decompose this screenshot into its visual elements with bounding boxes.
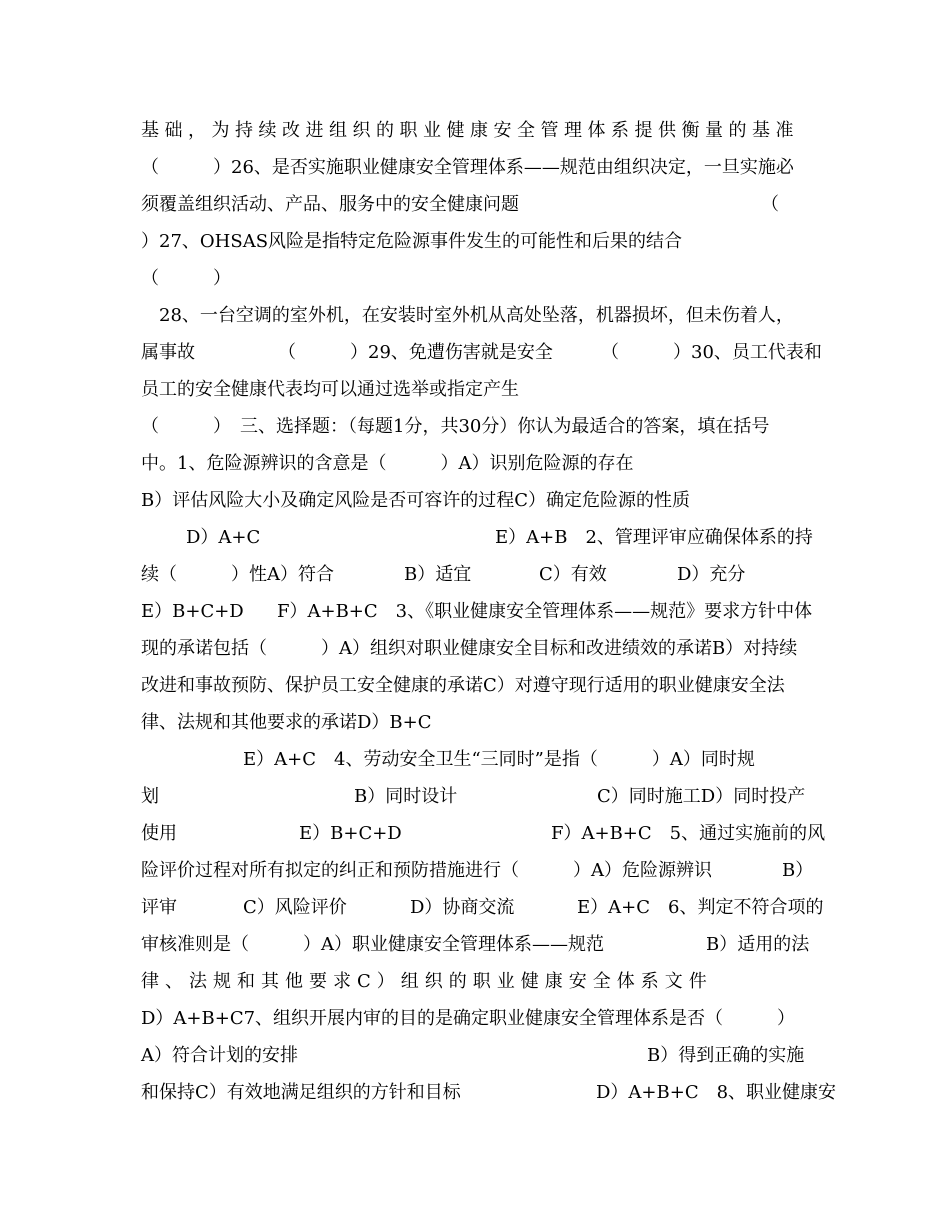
text-segment: B）适用的法	[706, 934, 810, 955]
text-segment: （ ） 三、选择题：（每题1分，共30分）你认为最适合的答案，填在括号	[141, 416, 770, 437]
text-segment: B）同时设计	[354, 786, 458, 807]
text-segment: A）符合计划的安排	[141, 1045, 298, 1066]
text-segment: B）评估风险大小及确定风险是否可容许的过程C）确定危险源的性质	[141, 490, 690, 511]
text-segment: C）有效	[539, 564, 607, 585]
text-segment: 属事故	[141, 342, 195, 363]
text-segment: 基础，为持续改进组织的职业健康安全管理体系提供衡量的基准	[141, 120, 799, 141]
text-segment: （ ）29、免遭伤害就是安全	[278, 342, 553, 363]
text-segment: 续（ ）性A）符合	[141, 564, 334, 585]
text-line	[0, 1080, 837, 1184]
text-segment: C）风险评价	[243, 897, 347, 918]
text-segment: D）协商交流	[410, 897, 515, 918]
text-segment: 须覆盖组织活动、产品、服务中的安全健康问题	[141, 194, 519, 215]
text-segment: 28、一台空调的室外机，在安装时室外机从高处坠落，机器损坏，但未伤着人，	[159, 305, 794, 326]
text-segment: D）A+B+C7、组织开展内审的目的是确定职业健康安全管理体系是否（ ）	[141, 1008, 796, 1029]
text-segment: E）B+C+D	[141, 601, 244, 622]
text-segment: E）B+C+D	[299, 823, 402, 844]
text-segment: （ ）26、是否实施职业健康安全管理体系——规范由组织决定，一旦实施必	[141, 157, 794, 178]
text-segment: 律、法规和其他要求C）组织的职业健康安全体系文件	[141, 971, 713, 992]
text-segment: 现的承诺包括（ ）A）组织对职业健康安全目标和改进绩效的承诺B）对持续	[141, 638, 798, 659]
text-segment: 员工的安全健康代表均可以通过选举或指定产生	[141, 379, 519, 400]
text-segment: 和保持C）有效地满足组织的方针和目标	[141, 1082, 461, 1103]
text-segment: B）适宜	[404, 564, 472, 585]
text-segment: （	[761, 194, 779, 215]
text-segment: 险评价过程对所有拟定的纠正和预防措施进行（ ）A）危险源辨识	[141, 860, 712, 881]
text-segment: 律、法规和其他要求的承诺D）B+C	[141, 712, 432, 733]
text-segment: E）A+C 6、判定不符合项的	[577, 897, 824, 918]
text-segment: B）	[782, 860, 814, 881]
text-segment: F）A+B+C 5、通过实施前的风	[551, 823, 826, 844]
text-segment: F）A+B+C 3、《职业健康安全管理体系——规范》要求方针中体	[277, 601, 813, 622]
text-segment: D）A+C	[186, 527, 261, 548]
text-segment: 中。1、危险源辨识的含意是（ ）A）识别危险源的存在	[141, 453, 634, 474]
text-segment: 评审	[141, 897, 177, 918]
text-segment: 使用	[141, 823, 177, 844]
text-segment: ）27、OHSAS风险是指特定危险源事件发生的可能性和后果的结合	[141, 231, 683, 252]
text-segment: 划	[141, 786, 159, 807]
text-segment: E）A+C 4、劳动安全卫生“三同时”是指（ ）A）同时规	[243, 749, 755, 770]
text-segment: E）A+B 2、管理评审应确保体系的持	[495, 527, 813, 548]
text-segment: D）充分	[677, 564, 746, 585]
text-segment: B）得到正确的实施	[647, 1045, 805, 1066]
text-segment: D）A+B+C 8、职业健康安	[596, 1082, 837, 1103]
text-segment: （ ）	[141, 268, 231, 289]
text-segment: （ ）30、员工代表和	[601, 342, 822, 363]
text-segment: 审核准则是（ ）A）职业健康安全管理体系——规范	[141, 934, 604, 955]
text-segment: C）同时施工D）同时投产	[597, 786, 806, 807]
text-segment: 改进和事故预防、保护员工安全健康的承诺C）对遵守现行适用的职业健康安全法	[141, 675, 785, 696]
